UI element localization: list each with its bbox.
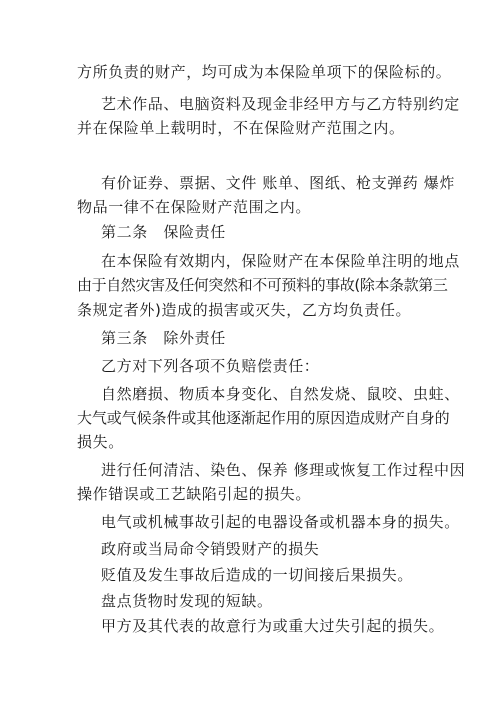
- text-line: 损失。: [77, 433, 124, 451]
- text-line: 盘点货物时发现的短缺。: [101, 592, 273, 610]
- text-line: 在本保险有效期内，保险财产在本保险单注明的地点: [101, 252, 460, 270]
- text-line: 乙方对下列各项不负赔偿责任：: [101, 357, 320, 375]
- text-line: 方所负责的财产，均可成为本保险单项下的保险标的。: [77, 63, 452, 81]
- text-line: 贬值及发生事故后造成的一切间接后果损失。: [101, 566, 414, 584]
- text-line: 由于自然灾害及任何突然和不可预料的事故(除本条款第三: [77, 276, 448, 294]
- text-line: 艺术作品、电脑资料及现金非经甲方与乙方特别约定: [101, 95, 460, 113]
- text-line: 条规定者外)造成的损害或灭失，乙方均负责任。: [77, 301, 412, 319]
- text-line: 并在保险单上载明时，不在保险财产范围之内。: [77, 119, 405, 137]
- text-line: 有价证券、票据、文件 账单、图纸、枪支弹药 爆炸: [101, 174, 455, 192]
- text-line: 物品一律不在保险财产范围之内。: [77, 198, 312, 216]
- text-line: 进行任何清洁、染色、保养 修理或恢复工作过程中因: [101, 461, 466, 479]
- text-line: 自然磨损、物质本身变化、自然发烧、鼠咬、虫蛀、: [101, 385, 460, 403]
- text-line: 大气或气候条件或其他逐渐起作用的原因造成财产自身的: [77, 409, 450, 427]
- section-heading: 第二条 保险责任: [101, 223, 226, 241]
- text-line: 甲方及其代表的故意行为或重大过失引起的损失。: [101, 617, 445, 635]
- text-line: 电气或机械事故引起的电器设备或机器本身的损失。: [101, 513, 460, 531]
- text-line: 政府或当局命令销毁财产的损失: [101, 540, 320, 558]
- section-heading: 第三条 除外责任: [101, 329, 226, 347]
- text-line: 操作错误或工艺缺陷引起的损失。: [77, 485, 312, 503]
